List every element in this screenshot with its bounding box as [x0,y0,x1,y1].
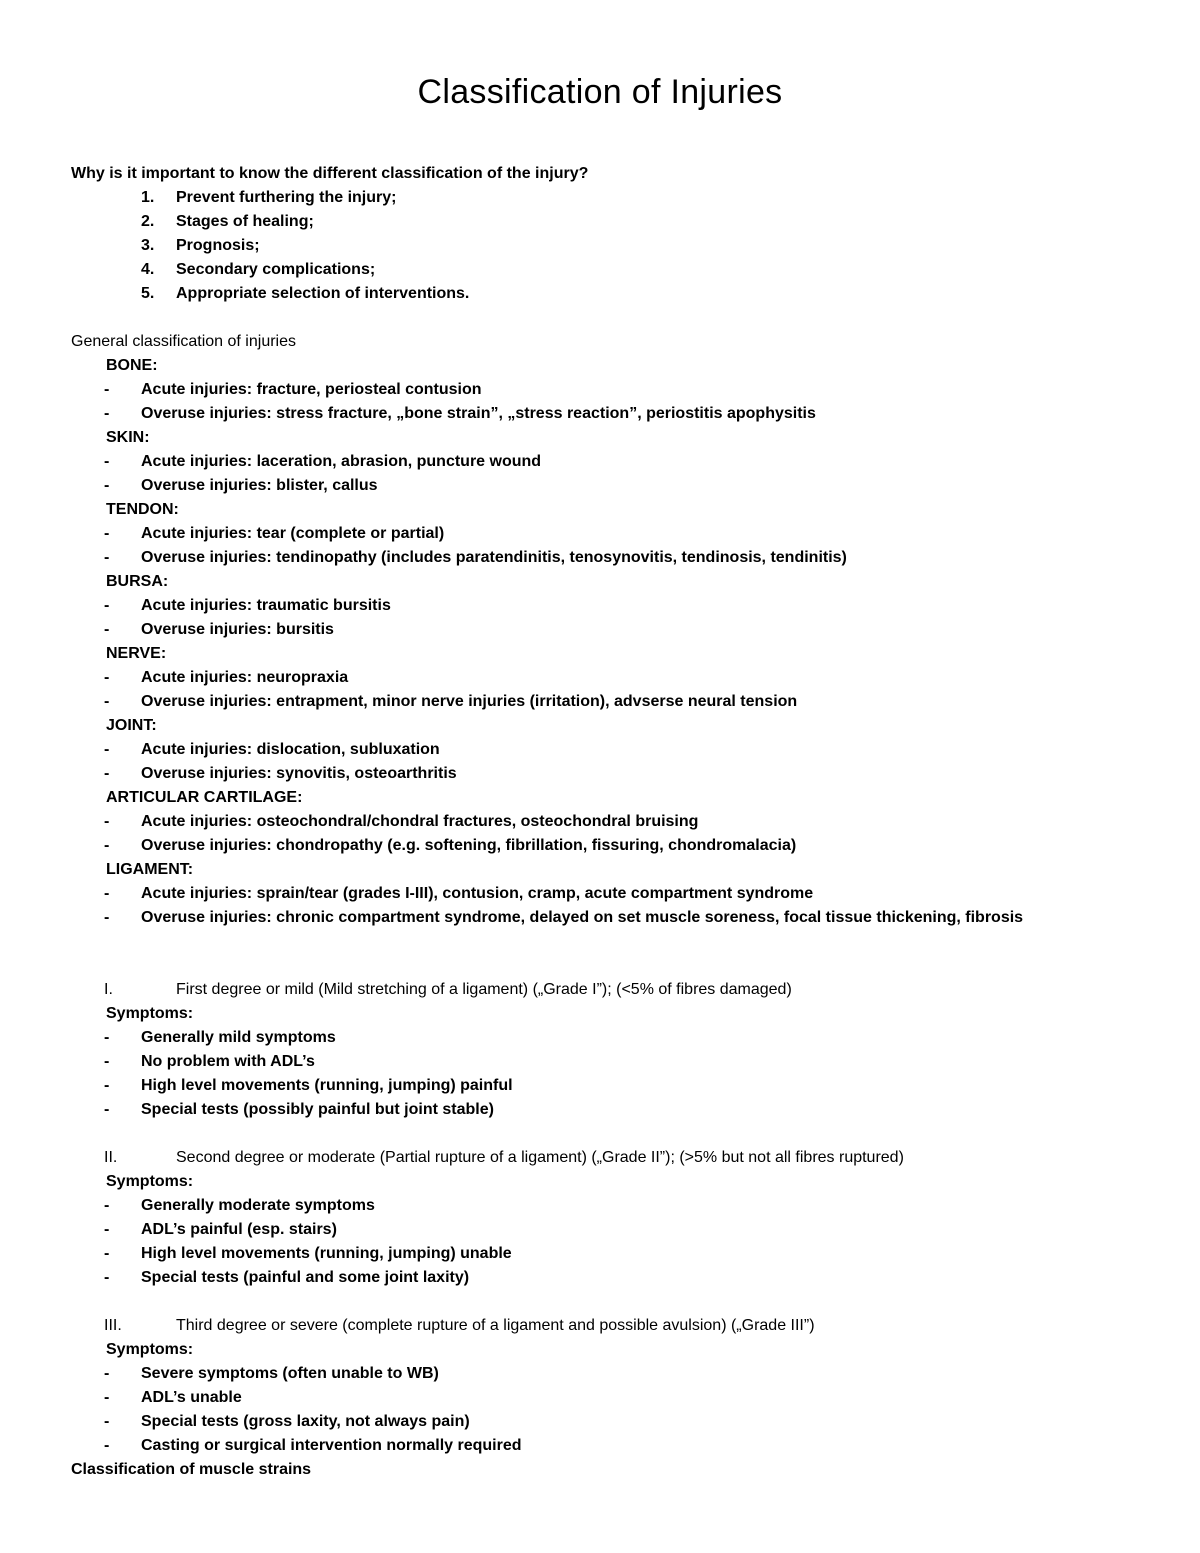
list-item: - Special tests (painful and some joint laxity) [104,1269,470,1286]
list-item: - Special tests (gross laxity, not always pain) [104,1413,470,1430]
list-item: - Special tests (possibly painful but joint stable) [104,1101,494,1118]
document-body [71,162,1151,1482]
list-item: 2. Stages of healing; [141,213,314,230]
grade-heading: II. Second degree or moderate (Partial rupture of a ligament) („Grade II”); (>5% but not all fibres ruptured) [104,1149,904,1166]
list-item: - Generally moderate symptoms [104,1197,375,1214]
tissue-heading: BONE: [106,357,158,374]
tissue-heading: TENDON: [106,501,179,518]
list-item: - High level movements (running, jumping) painful [104,1077,513,1094]
list-item: - Acute injuries: osteochondral/chondral fractures, osteochondral bruising [104,813,699,830]
list-item: 4. Secondary complications; [141,261,376,278]
list-item: - Severe symptoms (often unable to WB) [104,1365,439,1382]
tissue-heading: BURSA: [106,573,169,590]
list-item: - Casting or surgical intervention normally required [104,1437,522,1454]
list-item: 1. Prevent furthering the injury; [141,189,397,206]
list-item: - Overuse injuries: entrapment, minor nerve injuries (irritation), advserse neural tension [104,693,798,710]
question-text: Why is it important to know the different classification of the injury? [71,165,589,182]
grade-heading: I. First degree or mild (Mild stretching of a ligament) („Grade I”); (<5% of fibres damaged) [104,981,792,998]
list-item: - Acute injuries: dislocation, subluxation [104,741,440,758]
list-item: - Acute injuries: fracture, periosteal contusion [104,381,482,398]
list-item: - Generally mild symptoms [104,1029,336,1046]
tissue-heading: ARTICULAR CARTILAGE: [106,789,303,806]
list-item: - Acute injuries: tear (complete or partial) [104,525,445,542]
tissue-heading: SKIN: [106,429,150,446]
section-heading-general: General classification of injuries [71,333,296,350]
list-item: - Overuse injuries: chondropathy (e.g. softening, fibrillation, fissuring, chondromalacia) [104,837,797,854]
list-item: - Acute injuries: laceration, abrasion, puncture wound [104,453,542,470]
list-item: - Overuse injuries: stress fracture, „bone strain”, „stress reaction”, periostitis apophysitis [104,405,816,422]
list-item: - Overuse injuries: bursitis [104,621,334,638]
symptoms-label: Symptoms: [106,1173,194,1190]
list-item: - Overuse injuries: chronic compartment syndrome, delayed on set muscle soreness, focal tissue thickening, fibrosis [104,909,1024,926]
list-item: - Acute injuries: traumatic bursitis [104,597,391,614]
list-item: - Overuse injuries: tendinopathy (includes paratendinitis, tenosynovitis, tendinosis, tendinitis) [104,549,847,566]
list-item: 5. Appropriate selection of interventions. [141,285,470,302]
tissue-heading: JOINT: [106,717,157,734]
grade-heading: III. Third degree or severe (complete rupture of a ligament and possible avulsion) („Grade III”) [104,1317,815,1334]
list-item: - Overuse injuries: blister, callus [104,477,378,494]
list-item: - No problem with ADL’s [104,1053,315,1070]
list-item: - Acute injuries: sprain/tear (grades I-III), contusion, cramp, acute compartment syndrome [104,885,814,902]
list-item: - Overuse injuries: synovitis, osteoarthritis [104,765,457,782]
list-item: - Acute injuries: neuropraxia [104,669,349,686]
section-heading-muscle: Classification of muscle strains [71,1461,312,1478]
list-item: - ADL’s painful (esp. stairs) [104,1221,337,1238]
page-title: Classification of Injuries [417,73,783,111]
list-item: - High level movements (running, jumping) unable [104,1245,512,1262]
tissue-heading: LIGAMENT: [106,861,194,878]
list-item: - ADL’s unable [104,1389,242,1406]
list-item: 3. Prognosis; [141,237,260,254]
symptoms-label: Symptoms: [106,1005,194,1022]
symptoms-label: Symptoms: [106,1341,194,1358]
tissue-heading: NERVE: [106,645,167,662]
